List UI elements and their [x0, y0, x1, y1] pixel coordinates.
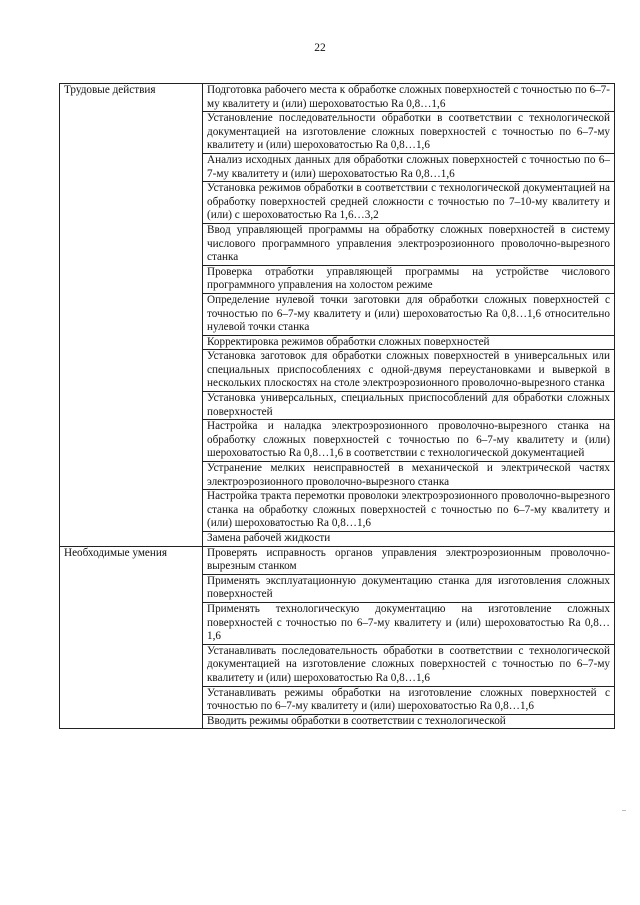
list-item: Установка режимов обработки в соответствии с технологической документацией на обработку поверхностей средней сложности с точностью по 7–10-му квалитету и (или) с шероховатостью Ra 1,6…3,2 [203, 182, 615, 224]
list-item: Проверка отработки управляющей программы на устройстве числового программного управления на холостом режиме [203, 265, 615, 293]
list-item: Корректировка режимов обработки сложных поверхностей [203, 335, 615, 350]
list-item: Настройка и наладка электроэрозионного проволочно-вырезного станка на обработку сложных поверхностей с точностью по 6–7-му квалитету и (или) шероховатостью Ra 0,8…1,6 в соответствии с технологической документацией [203, 420, 615, 462]
list-item: Настройка тракта перемотки проволоки электроэрозионного проволочно-вырезного станка на обработку сложных поверхностей с точностью по 6–7-му квалитету и (или) шероховатостью Ra 0,8…1,6 [203, 490, 615, 532]
list-item: Анализ исходных данных для обработки сложных поверхностей с точностью по 6–7-му квалитету и (или) шероховатостью Ra 0,8…1,6 [203, 153, 615, 181]
section-label-labor-actions: Трудовые действия [60, 84, 203, 547]
list-item [203, 714, 615, 728]
list-item: Подготовка рабочего места к обработке сложных поверхностей с точностью по 6–7-му квалитету и (или) шероховатостью Ra 0,8…1,6 [203, 84, 615, 112]
list-item: Установление последовательности обработки в соответствии с технологической документацией на изготовление сложных поверхностей с точностью по 6–7-му квалитету и (или) шероховатостью Ra 0,8…1,6 [203, 112, 615, 154]
table-row [60, 546, 615, 574]
list-item: Устранение мелких неисправностей в механической и электрической частях электроэрозионного проволочно-вырезного станка [203, 462, 615, 490]
list-item: Применять эксплуатационную документацию станка для изготовления сложных поверхностей [203, 574, 615, 602]
list-item: Проверять исправность органов управления электроэрозионным проволочно-вырезным станком [203, 546, 615, 574]
section-label-required-skills: Необходимые умения [60, 546, 203, 728]
list-item: Ввод управляющей программы на обработку сложных поверхностей в систему числового программного управления электроэрозионного проволочно-вырезного станка [203, 223, 615, 265]
table-row [60, 84, 615, 112]
list-item-text: Вводить режимы обработки в соответствии с технологической [207, 714, 506, 727]
page-number: 22 [314, 42, 326, 54]
list-item: Определение нулевой точки заготовки для обработки сложных поверхностей с точностью по 6–7-му квалитету и (или) шероховатостью Ra 0,8…1,6 относительно нулевой точки станка [203, 293, 615, 335]
standard-table [59, 83, 615, 729]
list-item: Установка заготовок для обработки сложных поверхностей в универсальных или специальных приспособлениях с одной-двумя переустановками и выверкой в нескольких плоскостях на столе электроэрозионного проволочно-вырезного станка [203, 350, 615, 392]
scan-artifact [622, 810, 626, 811]
list-item: Устанавливать последовательность обработки в соответствии с технологической документацией на изготовление сложных поверхностей с точностью по 6–7-му квалитету и (или) шероховатостью Ra 0,8…1,6 [203, 644, 615, 686]
list-item: Установка универсальных, специальных приспособлений для обработки сложных поверхностей [203, 392, 615, 420]
list-item: Применять технологическую документацию на изготовление сложных поверхностей с точностью по 6–7-му квалитету и (или) шероховатостью Ra 0,8…1,6 [203, 602, 615, 644]
list-item: Устанавливать режимы обработки на изготовление сложных поверхностей с точностью по 6–7-му квалитету и (или) шероховатостью Ra 0,8…1,6 [203, 686, 615, 714]
list-item: Замена рабочей жидкости [203, 532, 615, 547]
